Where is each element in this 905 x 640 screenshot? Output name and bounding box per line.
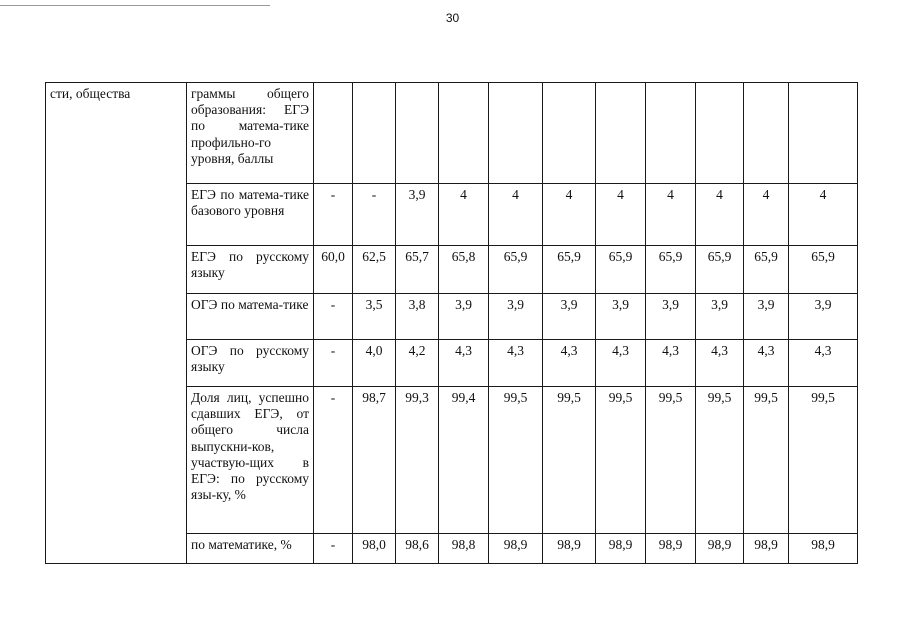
value-cell: 4 xyxy=(596,184,646,246)
value-cell xyxy=(314,83,353,184)
value-cell: 4,3 xyxy=(696,340,744,387)
value-cell: 3,9 xyxy=(789,294,858,340)
value-cell: - xyxy=(353,184,396,246)
value-cell: 99,4 xyxy=(439,387,489,534)
top-rule xyxy=(0,5,270,6)
value-cell: 99,5 xyxy=(744,387,789,534)
value-cell xyxy=(789,83,858,184)
value-cell: 3,8 xyxy=(396,294,439,340)
value-cell xyxy=(543,83,596,184)
value-cell: 4 xyxy=(646,184,696,246)
value-cell: 65,9 xyxy=(596,246,646,294)
value-cell: - xyxy=(314,294,353,340)
value-cell: 98,9 xyxy=(789,534,858,564)
value-cell: 4,3 xyxy=(543,340,596,387)
value-cell: 4 xyxy=(789,184,858,246)
value-cell: - xyxy=(314,387,353,534)
indicator-cell: граммы общего образования: ЕГЭ по матема-тике профильно-го уровня, баллы xyxy=(187,83,314,184)
value-cell: 3,9 xyxy=(396,184,439,246)
value-cell: 65,9 xyxy=(696,246,744,294)
indicator-cell: ОГЭ по русскому языку xyxy=(187,340,314,387)
value-cell: 65,9 xyxy=(646,246,696,294)
value-cell: 65,9 xyxy=(744,246,789,294)
value-cell: 4,3 xyxy=(489,340,543,387)
value-cell xyxy=(439,83,489,184)
category-cell: сти, общества xyxy=(46,83,187,564)
value-cell: 98,9 xyxy=(696,534,744,564)
value-cell: 4 xyxy=(696,184,744,246)
value-cell: 4,0 xyxy=(353,340,396,387)
value-cell: 4 xyxy=(439,184,489,246)
value-cell: 98,8 xyxy=(439,534,489,564)
value-cell xyxy=(353,83,396,184)
value-cell: 65,9 xyxy=(789,246,858,294)
value-cell: 99,5 xyxy=(696,387,744,534)
value-cell: 4,3 xyxy=(789,340,858,387)
value-cell xyxy=(489,83,543,184)
value-cell: 65,7 xyxy=(396,246,439,294)
value-cell xyxy=(696,83,744,184)
value-cell: 4,3 xyxy=(646,340,696,387)
value-cell: 62,5 xyxy=(353,246,396,294)
value-cell: - xyxy=(314,534,353,564)
value-cell: 98,9 xyxy=(744,534,789,564)
table-body xyxy=(46,83,858,564)
indicator-table xyxy=(45,82,858,564)
value-cell: 98,9 xyxy=(646,534,696,564)
table-row xyxy=(46,83,858,184)
value-cell: 4 xyxy=(489,184,543,246)
value-cell: 98,9 xyxy=(543,534,596,564)
value-cell: 98,6 xyxy=(396,534,439,564)
value-cell: 3,9 xyxy=(696,294,744,340)
value-cell: 99,5 xyxy=(596,387,646,534)
value-cell xyxy=(744,83,789,184)
value-cell: 3,9 xyxy=(744,294,789,340)
value-cell: 3,9 xyxy=(439,294,489,340)
indicator-cell: ОГЭ по матема-тике xyxy=(187,294,314,340)
indicator-cell: ЕГЭ по русскому языку xyxy=(187,246,314,294)
value-cell xyxy=(646,83,696,184)
value-cell xyxy=(596,83,646,184)
value-cell: 98,7 xyxy=(353,387,396,534)
value-cell: 4,3 xyxy=(744,340,789,387)
value-cell: - xyxy=(314,340,353,387)
indicator-cell: ЕГЭ по матема-тике базового уровня xyxy=(187,184,314,246)
value-cell: 3,9 xyxy=(646,294,696,340)
value-cell: 4 xyxy=(744,184,789,246)
value-cell: 3,5 xyxy=(353,294,396,340)
value-cell: 60,0 xyxy=(314,246,353,294)
value-cell: 98,9 xyxy=(596,534,646,564)
value-cell: 98,9 xyxy=(489,534,543,564)
value-cell: 4,3 xyxy=(439,340,489,387)
value-cell: 99,5 xyxy=(543,387,596,534)
value-cell xyxy=(396,83,439,184)
value-cell: 3,9 xyxy=(543,294,596,340)
value-cell: 99,5 xyxy=(646,387,696,534)
value-cell: 3,9 xyxy=(596,294,646,340)
page-number: 30 xyxy=(445,11,460,25)
value-cell: 98,0 xyxy=(353,534,396,564)
value-cell: 3,9 xyxy=(489,294,543,340)
indicator-cell: по математике, % xyxy=(187,534,314,564)
indicator-cell: Доля лиц, успешно сдавших ЕГЭ, от общего числа выпускни-ков, участвую-щих в ЕГЭ: по русскому язы-ку, % xyxy=(187,387,314,534)
value-cell: 4,2 xyxy=(396,340,439,387)
value-cell: - xyxy=(314,184,353,246)
value-cell: 65,8 xyxy=(439,246,489,294)
value-cell: 65,9 xyxy=(489,246,543,294)
value-cell: 99,5 xyxy=(489,387,543,534)
value-cell: 99,3 xyxy=(396,387,439,534)
value-cell: 65,9 xyxy=(543,246,596,294)
value-cell: 99,5 xyxy=(789,387,858,534)
value-cell: 4 xyxy=(543,184,596,246)
value-cell: 4,3 xyxy=(596,340,646,387)
